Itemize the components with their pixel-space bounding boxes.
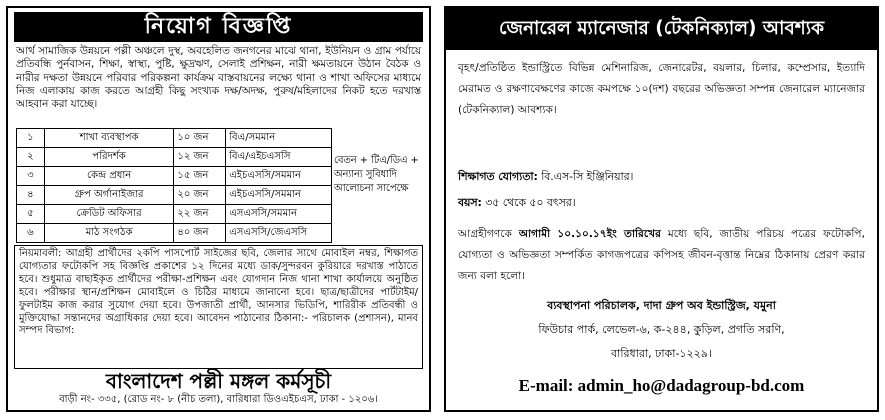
vacancy-title: জেনারেল ম্যানেজার (টেকনিক্যাল) আবশ্যক <box>446 8 877 50</box>
company-address-title: ব্যবস্থাপনা পরিচালক, দাদা গ্রুপ অব ইন্ডাস্ট্রিজ, যমুনা <box>547 299 776 312</box>
post-serial: ৫ <box>17 205 45 224</box>
table-row <box>17 167 332 186</box>
age-value: ৩৫ থেকে ৫০ বৎসর। <box>481 196 576 209</box>
apply-pre: আগ্রহীগণকে <box>458 228 519 240</box>
company-address-line2: বারিধারা, ঢাকা-১২২৯। <box>611 347 712 360</box>
post-vacancies: ১০ জন <box>174 129 226 148</box>
gm-vacancy-ad <box>444 6 879 412</box>
post-qualification: এসএসসি/সমমান <box>226 205 332 224</box>
rules-box <box>14 245 423 369</box>
post-qualification: বিএ/সমমান <box>226 129 332 148</box>
education-value: বি.এস-সি ইঞ্জিনিয়ার। <box>537 170 634 183</box>
notice-intro: আর্থ সামাজিক উন্নয়নে পল্লী অঞ্চলে দুস্থ, অবহেলিত জনগনের মাঝে থানা, ইউনিয়ন ও গ্রাম পর্যায়ে প্রতিবন্ধি পুর্নবাসন, শিক্ষা, স্বাস্থ্য, পুষ্টি, ক্ষুদ্রঋণ, সেলাই প্রশিক্ষন, নারী ক্ষমতায়নে উঠান বৈঠক ও নারীর দক্ষতা উন্নয়নে পরিবার পরিকল্পনা কার্যক্রম বাস্তবায়নের লক্ষ্যে থানা ও শাখা অফিসের মাধ্যমে নিজ এলাকায় কাজ করতে আগ্রহী কিছু সংখ্যক দক্ষ/অদক্ষ, পুরুষ/মহিলাদের নিকট হতে দরখাস্ত আহবান করা যাচ্ছে। <box>16 45 421 111</box>
post-name: পরিদর্শক <box>44 148 173 167</box>
apply-post: মধ্যে ছবি, জাতীয় পরিচয় পত্রের ফটোকপি, যোগ্যতা ও অভিজ্ঞতা সম্পর্কিত কাগজপত্রের কপিসহ জীবন-বৃত্তান্ত নিম্নের ঠিকানায় প্রেরণ করার জন্য বলা হলো। <box>458 228 865 282</box>
table-row <box>17 205 332 224</box>
education-requirement <box>458 168 633 187</box>
salary-benefits: বেতন + টিএ/ডিএ + অন্যান্য সুবিধাদি আলোচনা সাপেক্ষে <box>334 155 419 194</box>
organization-name: বাংলাদেশ পল্লী মঙ্গল কর্মসূচী <box>105 369 332 393</box>
notice-title: নিয়োগ বিজ্ঞপ্তি <box>14 12 423 42</box>
rules-text: নিয়মাবলী: আগ্রহী প্রার্থীদের ২কপি পাসপোর্ট সাইজের ছবি, জেলার সাথে মোবাইল নম্বর, শিক্ষাগত যোগ্যতার ফটোকপি সহ বিজ্ঞপ্তি প্রকাশের ১২ দিনের মধ্যে ডাক/সুন্দরবন কুরিয়ারে দরখাস্ত পাঠাতে হবে। শুধুমাত্র বাছাইকৃত প্রার্থীদের পরীক্ষা-প্রশিক্ষন এবং যোগদান নিজ থানা শাখা কার্যালয়ে অনুষ্ঠিত হবে। পরীক্ষার স্থান/প্রশিক্ষন মোবাইলে ও চিঠির মাধ্যমে জানানো হবে। ছাত্র/ছাত্রীদের পার্টটাইম/ফুলটাইম কাজ করার সুযোগ দেয়া হবে। উপজাতী প্রার্থী, আনসার ভিডিপি, শারিরীক প্রতিবন্ধী ও মুক্তিযোদ্ধা সন্তানদের অগ্রাধিকার দেয়া হবে। <box>19 248 418 324</box>
contact-email: E-mail: admin_ho@dadagroup-bd.com <box>518 376 805 395</box>
post-vacancies: ২২ জন <box>174 205 226 224</box>
table-row <box>17 224 332 243</box>
post-qualification: বিএ/এইচএসসি <box>226 148 332 167</box>
post-name: কেন্দ্র প্রধান <box>44 167 173 186</box>
post-qualification: এসএসসি/জেএসসি <box>226 224 332 243</box>
post-vacancies: ৪০ জন <box>174 224 226 243</box>
post-serial: ৬ <box>17 224 45 243</box>
post-qualification: এইচএসসি/সমমান <box>226 167 332 186</box>
table-row <box>17 148 332 167</box>
post-serial: ১ <box>17 129 45 148</box>
post-serial: ৪ <box>17 186 45 205</box>
education-label: শিক্ষাগত যোগ্যতা: <box>458 170 538 183</box>
table-row <box>17 129 332 148</box>
age-requirement <box>458 194 576 213</box>
application-instructions <box>458 224 865 287</box>
vacancy-description: বৃহৎ/প্রতিষ্ঠিত ইন্ডাস্ট্রিতে বিভিন্ন মেশিনারিজ, জেনারেটর, বয়লার, চিলার, কম্প্রেসার, ইত্যাদি মেরামত ও রক্ষণাবেক্ষণের কাজে কমপক্ষে ১০(দশ) বছরের অভিজ্ঞতা সম্পন্ন জেনারেল ম্যানেজার (টেকনিক্যাল) আবশ্যক। <box>458 62 865 116</box>
post-serial: ২ <box>17 148 45 167</box>
post-vacancies: ১৫ জন <box>174 167 226 186</box>
post-vacancies: ২০ জন <box>174 186 226 205</box>
post-name: শাখা ব্যবস্থাপক <box>44 129 173 148</box>
post-vacancies: ১২ জন <box>174 148 226 167</box>
post-serial: ৩ <box>17 167 45 186</box>
post-name: মাঠ সংগঠক <box>44 224 173 243</box>
recruitment-notice-ad <box>6 6 431 412</box>
posts-table <box>16 128 332 243</box>
age-label: বয়স: <box>458 196 482 209</box>
apply-address-label: আবেদন পাঠানোর ঠিকানা:- পরিচালক (প্রশাসন), মানব সম্পদ বিভাগ: <box>19 312 418 337</box>
table-row <box>17 186 332 205</box>
post-qualification: এইচএসসি/সমমান <box>226 186 332 205</box>
apply-deadline: আগামী ১০.১০.১৭ইং তারিখের <box>518 228 661 240</box>
organization-address: বাড়ী নং- ৩৩৫, (রোড নং- ৮ (নীচ তলা), বারিধারা ডিওএইচএস, ঢাকা - ১২০৬। <box>59 394 378 405</box>
post-name: ক্রেডিট অফিসার <box>44 205 173 224</box>
post-name: গ্রুপ অর্গানাইজার <box>44 186 173 205</box>
company-address-line1: ফিউচার পার্ক, লেভেল-৬, ক-২৪৪, কুড়িল, প্রগতি সরণি, <box>538 323 785 336</box>
